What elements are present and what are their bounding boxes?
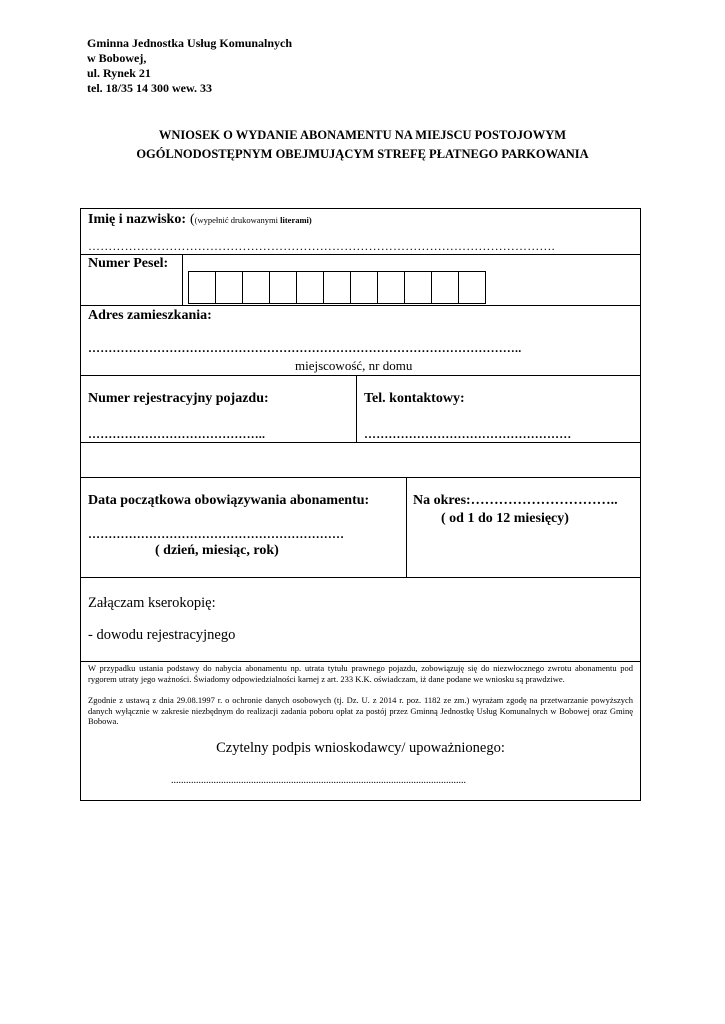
registration-field[interactable]: …………………………………….. <box>88 427 266 441</box>
pesel-digit-box[interactable] <box>242 271 270 304</box>
attachment-item: - dowodu rejestracyjnego <box>88 627 236 643</box>
legal-declaration: W przypadku ustania podstawy do nabycia abonamentu np. utrata tytułu prawnego pojazdu, zobowiązuję się do niezwłocznego zwrotu abonamentu pod rygorem utraty jego ważności. Świadomy odpowiedzialności karnej z art. 233 K.K. oświadczam, iż dane podane we wniosku są prawdziwe. <box>88 663 633 684</box>
pesel-digit-box[interactable] <box>377 271 405 304</box>
period-hint: ( od 1 do 12 miesięcy) <box>441 511 569 526</box>
phone-field[interactable]: …………………………………………… <box>364 427 572 441</box>
header-line-3: ul. Rynek 21 <box>87 66 151 80</box>
pesel-digit-box[interactable] <box>323 271 351 304</box>
pesel-field[interactable] <box>189 271 486 304</box>
pesel-digit-box[interactable] <box>188 271 216 304</box>
pesel-digit-box[interactable] <box>458 271 486 304</box>
start-date-hint: ( dzień, miesiąc, rok) <box>155 543 279 558</box>
header-line-1: Gminna Jednostka Usług Komunalnych <box>87 36 293 50</box>
pesel-digit-box[interactable] <box>431 271 459 304</box>
address-label: Adres zamieszkania: <box>88 308 212 323</box>
address-hint: miejscowość, nr domu <box>295 358 413 373</box>
title-line-2: OGÓLNODOSTĘPNYM OBEJMUJĄCYM STREFĘ PŁATNEGO PARKOWANIA <box>136 147 589 161</box>
start-date-field[interactable]: ……………………………………………………… <box>88 527 345 541</box>
title-line-1: WNIOSEK O WYDANIE ABONAMENTU NA MIEJSCU POSTOJOWYM <box>158 128 567 142</box>
attachment-label: Załączam kserokopię: <box>88 595 216 611</box>
name-label: Imię i nazwisko: <box>88 212 186 227</box>
phone-label: Tel. kontaktowy: <box>364 391 465 406</box>
pesel-digit-box[interactable] <box>404 271 432 304</box>
name-label-group: Imię i nazwisko: ((wypełnić drukowanymi literami) <box>88 212 312 227</box>
pesel-digit-box[interactable] <box>215 271 243 304</box>
name-hint-bold: literami) <box>280 215 312 225</box>
header-line-2: w Bobowej, <box>87 51 147 65</box>
pesel-digit-box[interactable] <box>350 271 378 304</box>
header-line-4: tel. 18/35 14 300 wew. 33 <box>87 81 212 95</box>
pesel-label: Numer Pesel: <box>88 256 169 271</box>
data-consent: Zgodnie z ustawą z dnia 29.08.1997 r. o ochronie danych osobowych (tj. Dz. U. z 2014 r. poz. 1182 ze zm.) wyrażam zgodę na przetwarzanie powyższych danych wyłącznie w zakresie niezbędnym do realizacji zadania poboru opłat za postój przez Gminną Jednostkę Usług Komunalnych w Bobowej oraz Gminę Bobowa. <box>88 695 633 726</box>
start-date-label: Data początkowa obowiązywania abonamentu: <box>88 493 370 508</box>
registration-label: Numer rejestracyjny pojazdu: <box>88 391 269 406</box>
signature-label: Czytelny podpis wnioskodawcy/ upoważnionego: <box>216 740 505 756</box>
signature-field[interactable]: ...................................................................................................................... <box>171 775 466 786</box>
period-field[interactable]: Na okres:………………………….. <box>413 493 618 508</box>
address-field[interactable]: …………………………………………………………………………………………….. <box>88 341 522 355</box>
pesel-digit-box[interactable] <box>269 271 297 304</box>
document-title <box>80 126 645 164</box>
application-form <box>80 208 641 801</box>
name-field[interactable]: ……………………………………………………………………………………………………. <box>88 239 555 253</box>
name-hint: (wypełnić drukowanymi <box>194 215 278 225</box>
pesel-digit-box[interactable] <box>296 271 324 304</box>
institution-header <box>87 36 292 96</box>
